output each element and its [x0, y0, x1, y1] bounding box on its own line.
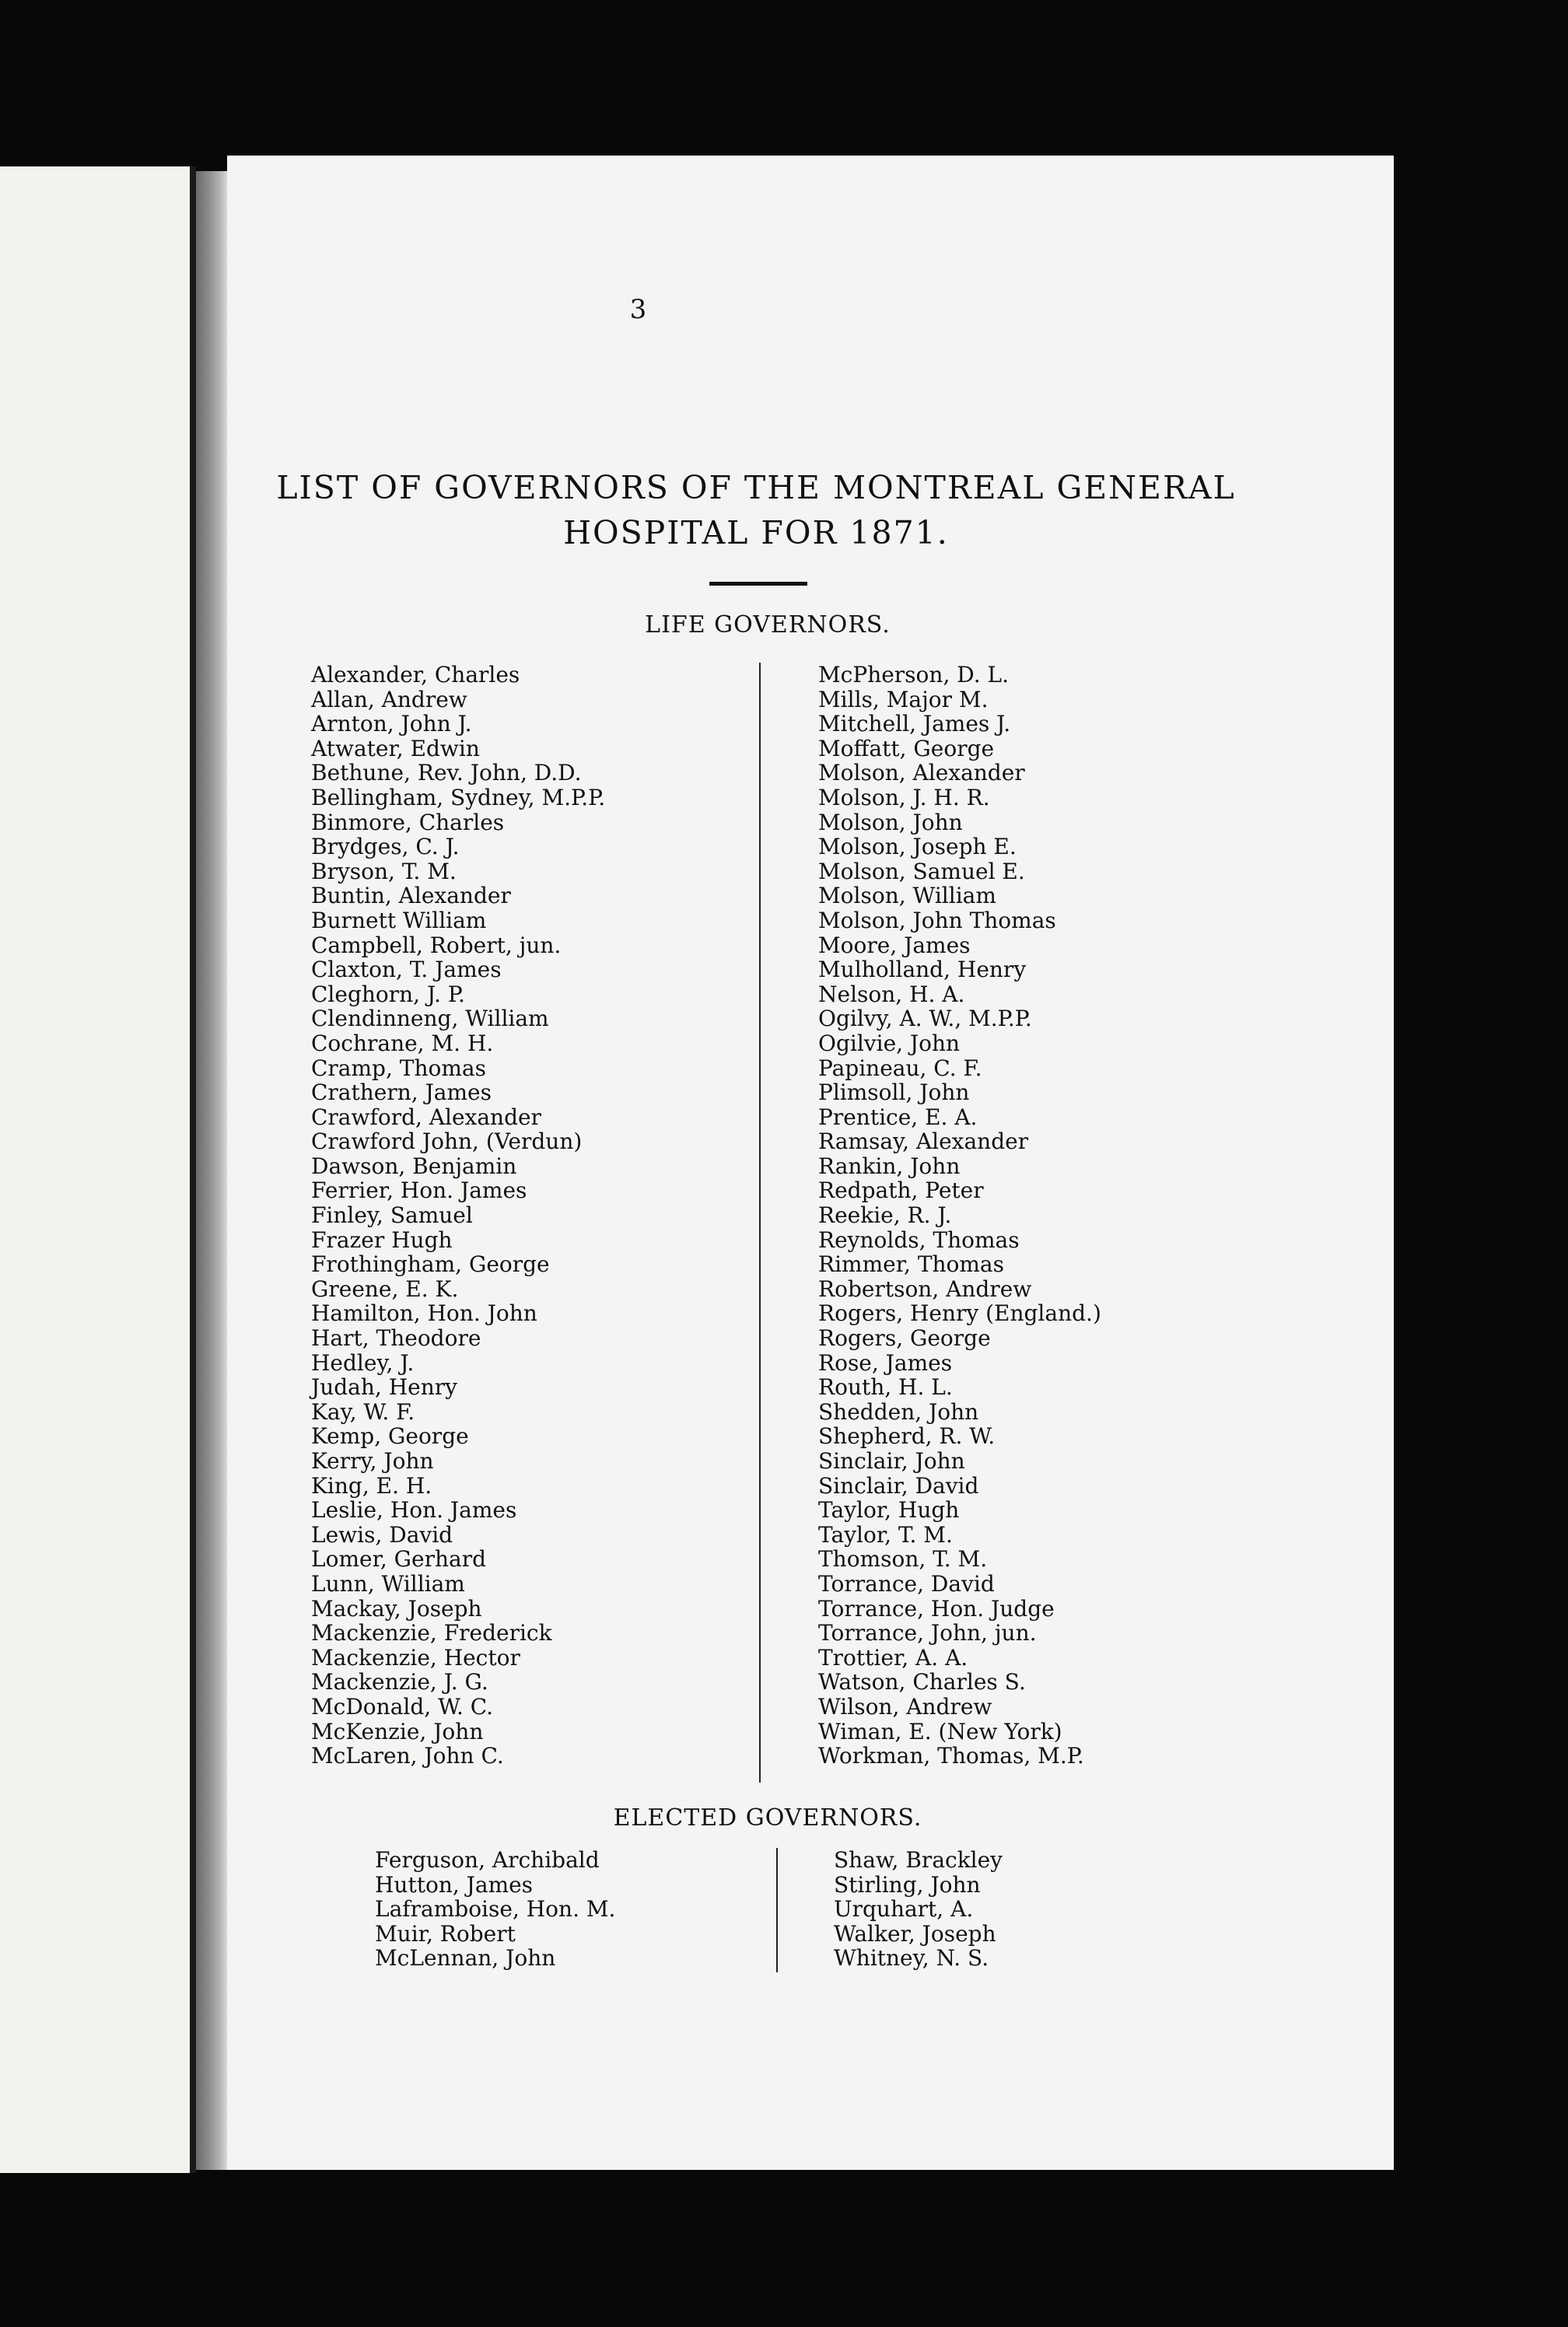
governor-name: King, E. H.: [311, 1472, 432, 1499]
governor-name: Muir, Robert: [375, 1920, 516, 1947]
governor-name: Stirling, John: [834, 1871, 981, 1898]
governor-name: McPherson, D. L.: [818, 662, 1009, 688]
governor-name: Torrance, Hon. Judge: [818, 1595, 1055, 1622]
governor-name: Molson, John: [818, 809, 963, 835]
governor-name: Brydges, C. J.: [311, 834, 460, 860]
governor-name: Cochrane, M. H.: [311, 1030, 494, 1056]
governor-name: Hart, Theodore: [311, 1325, 481, 1352]
governor-name: Atwater, Edwin: [311, 735, 480, 761]
governor-name: Mackenzie, J. G.: [311, 1669, 488, 1695]
governor-name: Reekie, R. J.: [818, 1202, 952, 1229]
governor-name: Bellingham, Sydney, M.P.P.: [311, 784, 606, 810]
governor-name: Mulholland, Henry: [818, 957, 1027, 983]
elected-governors-column-divider: [776, 1848, 778, 1972]
governor-name: Plimsoll, John: [818, 1080, 970, 1106]
document-page: [227, 156, 1394, 2170]
governor-name: Torrance, David: [818, 1570, 995, 1597]
governor-name: Crawford John, (Verdun): [311, 1129, 583, 1155]
governor-name: Lewis, David: [311, 1521, 453, 1548]
life-governors-right-column: [818, 663, 1101, 1769]
governor-name: Nelson, H. A.: [818, 981, 965, 1007]
page-title: [227, 465, 1285, 555]
governor-name: Ferrier, Hon. James: [311, 1177, 527, 1204]
governor-name: Molson, Alexander: [818, 760, 1025, 786]
elected-governors-right-column: [834, 1848, 1003, 1971]
governor-name: Binmore, Charles: [311, 809, 505, 835]
governor-name: Mackay, Joseph: [311, 1595, 482, 1622]
governor-name: Wilson, Andrew: [818, 1693, 992, 1720]
governor-name: Ferguson, Archibald: [375, 1847, 600, 1873]
governor-name: Trottier, A. A.: [818, 1644, 968, 1671]
governor-name: Kemp, George: [311, 1423, 469, 1450]
governor-name: Watson, Charles S.: [818, 1669, 1026, 1695]
governor-name: Bethune, Rev. John, D.D.: [311, 760, 582, 786]
book-gutter: [196, 171, 227, 2170]
life-governors-left-column: [311, 663, 605, 1769]
governor-name: Hedley, J.: [311, 1349, 415, 1376]
governor-name: Buntin, Alexander: [311, 883, 511, 909]
governor-name: Lunn, William: [311, 1570, 465, 1597]
governor-name: Ogilvy, A. W., M.P.P.: [818, 1006, 1032, 1032]
governor-name: Shepherd, R. W.: [818, 1423, 996, 1450]
governor-name: Claxton, T. James: [311, 957, 502, 983]
governor-name: Molson, Joseph E.: [818, 834, 1017, 860]
governor-name: Rogers, George: [818, 1325, 991, 1352]
elected-governors-heading: ELECTED GOVERNORS.: [613, 1804, 922, 1832]
governor-name: Crawford, Alexander: [311, 1104, 541, 1130]
governor-name: Mitchell, James J.: [818, 711, 1011, 737]
facing-page: [0, 166, 194, 2173]
governor-name: Allan, Andrew: [311, 686, 467, 712]
governor-name: Taylor, T. M.: [818, 1521, 953, 1548]
governor-name: Moffatt, George: [818, 735, 995, 761]
governor-name: Finley, Samuel: [311, 1202, 473, 1229]
governor-name: Workman, Thomas, M.P.: [818, 1743, 1084, 1769]
governor-name: Prentice, E. A.: [818, 1104, 978, 1130]
governor-name: Routh, H. L.: [818, 1374, 953, 1401]
governor-name: Sinclair, David: [818, 1472, 979, 1499]
governor-name: Rose, James: [818, 1349, 953, 1376]
governor-name: Molson, William: [818, 883, 996, 909]
governor-name: Burnett William: [311, 907, 487, 933]
governor-name: McKenzie, John: [311, 1718, 484, 1744]
governor-name: Torrance, John, jun.: [818, 1620, 1037, 1646]
governor-name: Cleghorn, J. P.: [311, 981, 465, 1007]
governor-name: Kerry, John: [311, 1448, 434, 1474]
governor-name: Kay, W. F.: [311, 1398, 415, 1425]
governor-name: Judah, Henry: [311, 1374, 457, 1401]
governor-name: Ogilvie, John: [818, 1030, 961, 1056]
governor-name: Alexander, Charles: [311, 662, 520, 688]
facing-page-edge: [190, 166, 196, 2173]
governor-name: Rankin, John: [818, 1153, 961, 1179]
governor-name: Molson, J. H. R.: [818, 784, 990, 810]
title-line-1: LIST OF GOVERNORS OF THE MONTREAL GENERAL: [276, 469, 1236, 506]
governor-name: Rogers, Henry (England.): [818, 1300, 1101, 1327]
governor-name: Molson, John Thomas: [818, 907, 1056, 933]
governor-name: Urquhart, A.: [834, 1896, 974, 1923]
governor-name: Wiman, E. (New York): [818, 1718, 1062, 1744]
life-governors-column-divider: [759, 663, 761, 1783]
governor-name: Mackenzie, Frederick: [311, 1620, 552, 1646]
governor-name: Hamilton, Hon. John: [311, 1300, 537, 1327]
governor-name: Arnton, John J.: [311, 711, 472, 737]
governor-name: Ramsay, Alexander: [818, 1129, 1029, 1155]
governor-name: Laframboise, Hon. M.: [375, 1896, 616, 1923]
governor-name: McLennan, John: [375, 1945, 556, 1972]
governor-name: Sinclair, John: [818, 1448, 965, 1474]
governor-name: Frothingham, George: [311, 1251, 550, 1278]
governor-name: Shedden, John: [818, 1398, 979, 1425]
page-number: 3: [629, 294, 647, 325]
governor-name: Crathern, James: [311, 1080, 492, 1106]
governor-name: Redpath, Peter: [818, 1177, 984, 1204]
governor-name: Greene, E. K.: [311, 1275, 459, 1302]
governor-name: Papineau, C. F.: [818, 1055, 982, 1081]
governor-name: Leslie, Hon. James: [311, 1497, 517, 1524]
governor-name: Whitney, N. S.: [834, 1945, 989, 1972]
governor-name: Cramp, Thomas: [311, 1055, 486, 1081]
governor-name: Lomer, Gerhard: [311, 1546, 487, 1573]
governor-name: Hutton, James: [375, 1871, 534, 1898]
governor-name: Bryson, T. M.: [311, 858, 457, 884]
governor-name: Thomson, T. M.: [818, 1546, 988, 1573]
governor-name: Taylor, Hugh: [818, 1497, 960, 1524]
life-governors-heading: LIFE GOVERNORS.: [645, 611, 891, 639]
governor-name: Shaw, Brackley: [834, 1847, 1003, 1873]
title-rule: [709, 582, 807, 586]
elected-governors-left-column: [375, 1848, 615, 1971]
governor-name: Moore, James: [818, 932, 971, 958]
governor-name: Robertson, Andrew: [818, 1275, 1032, 1302]
governor-name: Molson, Samuel E.: [818, 858, 1025, 884]
governor-name: Dawson, Benjamin: [311, 1153, 517, 1179]
governor-name: Reynolds, Thomas: [818, 1226, 1020, 1253]
title-line-2: HOSPITAL FOR 1871.: [563, 514, 949, 551]
governor-name: McDonald, W. C.: [311, 1693, 494, 1720]
governor-name: Clendinneng, William: [311, 1006, 549, 1032]
governor-name: Mackenzie, Hector: [311, 1644, 520, 1671]
governor-name: Frazer Hugh: [311, 1226, 453, 1253]
governor-name: Campbell, Robert, jun.: [311, 932, 562, 958]
governor-name: McLaren, John C.: [311, 1743, 504, 1769]
governor-name: Rimmer, Thomas: [818, 1251, 1004, 1278]
governor-name: Walker, Joseph: [834, 1920, 996, 1947]
governor-name: Mills, Major M.: [818, 686, 989, 712]
